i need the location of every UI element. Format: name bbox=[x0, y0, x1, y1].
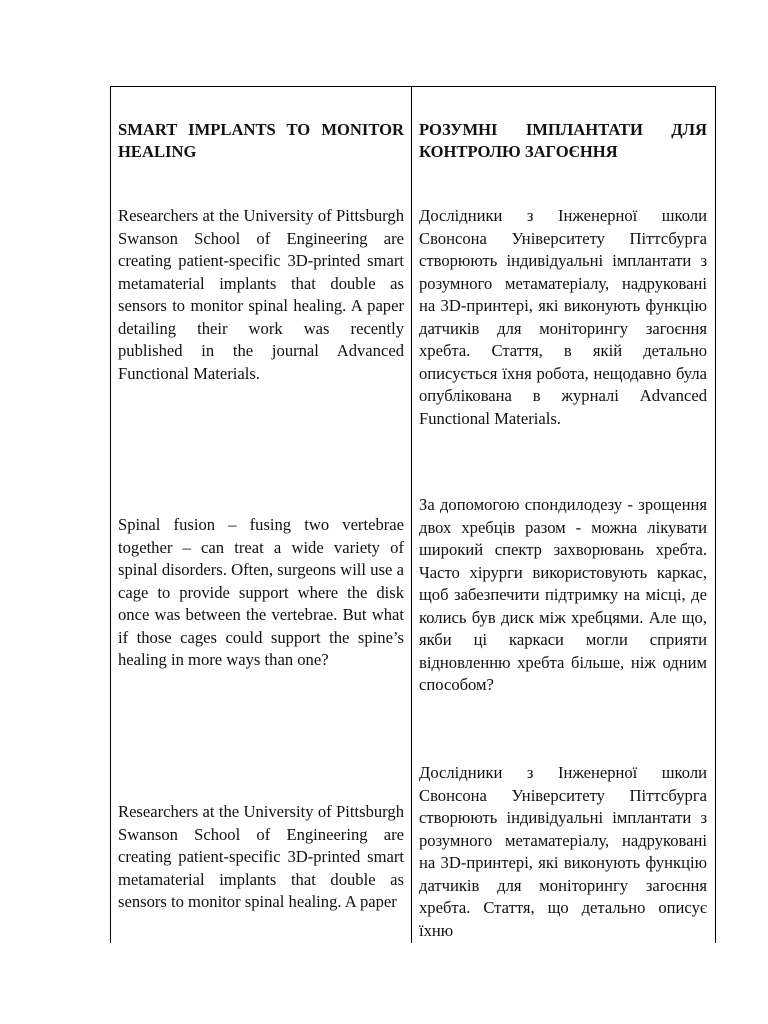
ukrainian-column bbox=[412, 87, 714, 943]
ukrainian-paragraph-3: Дослідники з Інженерної школи Свонсона Університету Піттсбурга створюють індивідуальні імплантати з розумного метаматеріалу, надруковані на 3D-принтері, які виконують функцію датчиків для моніторингу загоєння хребта. Стаття, що детально описує їхню bbox=[419, 763, 707, 940]
english-column bbox=[111, 87, 412, 943]
translation-table bbox=[110, 86, 716, 943]
english-paragraph-2: Spinal fusion – fusing two vertebrae together – can treat a wide variety of spinal disorders. Often, surgeons will use a cage to provide support where the disk once was between the vertebrae. But what if those cages could support the spine’s healing in more ways than one? bbox=[118, 515, 404, 669]
ukrainian-paragraph-2: За допомогою спондилодезу - зрощення двох хребців разом - можна лікувати широкий спектр захворювань хребта. Часто хірурги використовують каркас, щоб забезпечити підтримку на місці, де колись був диск між хребцями. Але що, якби ці каркаси могли сприяти відновленню хребта більше, ніж одним способом? bbox=[419, 495, 707, 694]
english-paragraph-3: Researchers at the University of Pittsburgh Swanson School of Engineering are creating patient-specific 3D-printed smart metamaterial implants that double as sensors to monitor spinal healing. A paper bbox=[118, 802, 404, 911]
ukrainian-paragraph-1: Дослідники з Інженерної школи Свонсона Університету Піттсбурга створюють індивідуальні імплантати з розумного метаматеріалу, надруковані на 3D-принтері, які виконують функцію датчиків для моніторингу загоєння хребта. Стаття, в якій детально описується їхня робота, нещодавно була опублікована в журналі Advanced Functional Materials. bbox=[419, 206, 707, 428]
english-paragraph-1: Researchers at the University of Pittsburgh Swanson School of Engineering are creating patient-specific 3D-printed smart metamaterial implants that double as sensors to monitor spinal healing. A paper detailing their work was recently published in the journal Advanced Functional Materials. bbox=[118, 206, 404, 383]
english-title: SMART IMPLANTS TO MONITOR HEALING bbox=[118, 120, 404, 161]
ukrainian-title: РОЗУМНІ ІМПЛАНТАТИ ДЛЯ КОНТРОЛЮ ЗАГОЄННЯ bbox=[419, 120, 707, 161]
